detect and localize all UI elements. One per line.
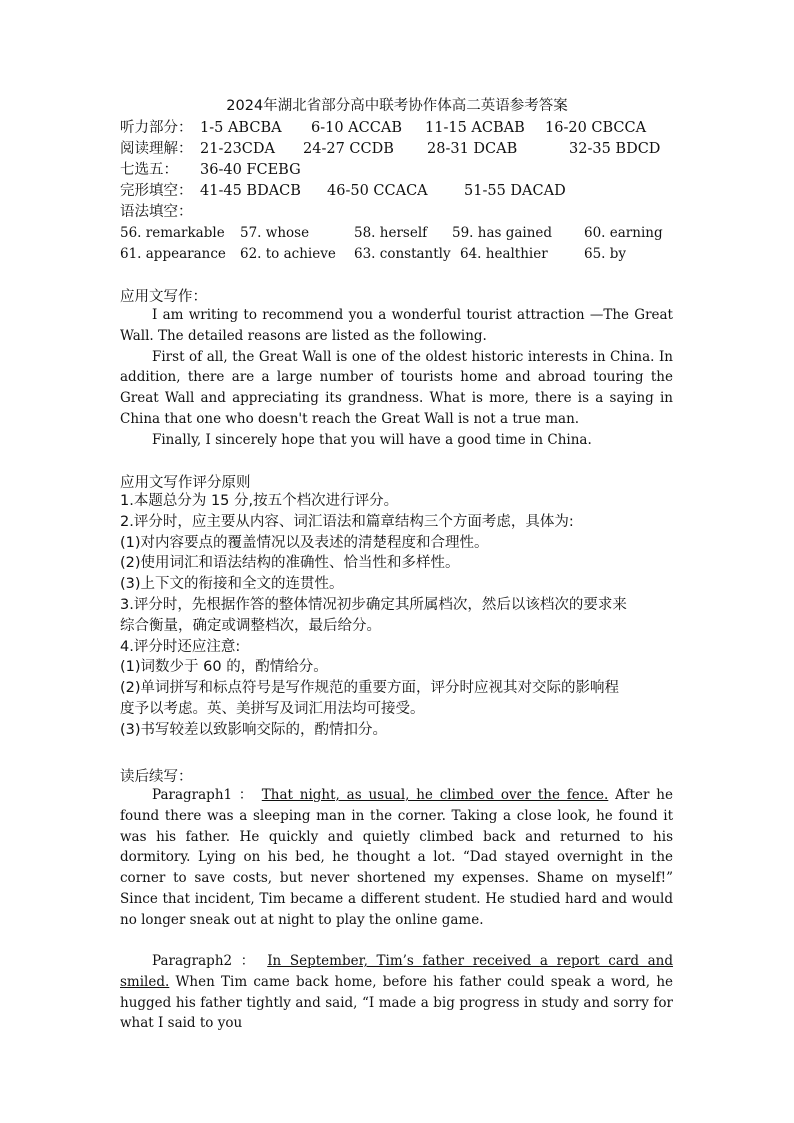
criteria-line: 4.评分时还应注意: <box>120 638 241 655</box>
grammar-answer: 65. by <box>584 246 627 262</box>
criteria-line: 综合衡量，确定或调整档次，最后给分。 <box>120 617 381 634</box>
continuation-section-label: 读后续写： <box>120 769 193 785</box>
writing-section-label: 应用文写作： <box>120 289 207 305</box>
writing-paragraph-3: Finally, I sincerely hope that you will have a good time in China. <box>152 431 592 448</box>
listening-label: 听力部分： <box>120 120 193 136</box>
listening-answers-4: 16-20 CBCCA <box>545 120 647 136</box>
paragraph-1-given-sentence: That night, as usual, he climbed over the fence. <box>261 787 609 803</box>
seven-choose-five-answers: 36-40 FCEBG <box>200 162 301 178</box>
criteria-line: 1.本题总分为 15 分,按五个档次进行评分。 <box>120 493 399 509</box>
paragraph-1-body: After he found there was a sleeping man in the corner. Taking a close look, he found it was his father. He quickly and quietly climbed back and returned to his dormitory. Lying on his bed, he thought a lot. “Dad stayed overnight in the corner to save costs, but never shortened my expenses. Shame on myself!” Since that incident, Tim became a different student. He studied hard and would no longer sneak out at night to play the online game. <box>120 787 673 928</box>
writing-paragraph-2: First of all, the Great Wall is one of the oldest historic interests in China. In addition, there are a large number of tourists home and abroad touring the Great Wall and appreciating its grandness. What is more, there is a saying in China that one who doesn't reach the Great Wall is not a true man. <box>120 348 673 427</box>
grammar-answer: 60. earning <box>584 225 663 241</box>
continuation-paragraph-2 <box>120 951 673 1034</box>
listening-answers-2: 6-10 ACCAB <box>311 120 402 136</box>
listening-answers-1: 1-5 ABCBA <box>200 120 282 136</box>
reading-answers-2: 24-27 CCDB <box>303 141 394 157</box>
criteria-line: 3.评分时，先根据作答的整体情况初步确定其所属档次，然后以该档次的要求来 <box>120 596 627 613</box>
criteria-line: (3)书写较差以致影响交际的，酌情扣分。 <box>120 721 388 738</box>
paragraph-2-lead: Paragraph2 ： <box>152 953 259 969</box>
grammar-answer: 61. appearance <box>120 246 226 262</box>
criteria-line: (3)上下文的衔接和全文的连贯性。 <box>120 576 344 593</box>
grammar-answer: 57. whose <box>240 225 310 241</box>
cloze-label: 完形填空： <box>120 183 193 199</box>
grammar-answer: 62. to achieve <box>240 246 336 262</box>
grammar-answer: 58. herself <box>354 225 428 241</box>
criteria-list <box>120 491 680 741</box>
criteria-line: (2)单词拼写和标点符号是写作规范的重要方面，评分时应视其对交际的影响程 <box>120 680 620 697</box>
seven-choose-five-label: 七选五： <box>120 162 178 178</box>
writing-paragraph-1: I am writing to recommend you a wonderful tourist attraction —The Great Wall. The detailed reasons are listed as the following. <box>120 307 673 344</box>
cloze-answers-1: 41-45 BDACB <box>200 183 301 199</box>
reading-answers-3: 28-31 DCAB <box>427 141 518 157</box>
reading-answers-1: 21-23CDA <box>200 141 275 157</box>
paragraph-2-given-sentence: In September, Tim’s father received a report card and smiled. <box>120 953 674 990</box>
cloze-answers-2: 46-50 CCACA <box>327 183 428 199</box>
reading-label: 阅读理解： <box>120 141 193 157</box>
criteria-line: (2)使用词汇和语法结构的准确性、恰当性和多样性。 <box>120 555 460 572</box>
paragraph-2-body: When Tim came back home, before his father could speak a word, he hugged his father tightly and said, “I made a big progress in study and sorry for what I said to you <box>120 973 673 1032</box>
grammar-answer: 59. has gained <box>452 225 553 241</box>
writing-sample <box>120 305 673 451</box>
grammar-answer: 63. constantly <box>354 246 451 262</box>
document-title: 2024年湖北省部分高中联考协作体高二英语参考答案 <box>226 98 568 114</box>
grammar-answer: 56. remarkable <box>120 225 225 241</box>
reading-answers-4: 32-35 BDCD <box>569 141 661 157</box>
listening-answers-3: 11-15 ACBAB <box>425 120 525 136</box>
paragraph-1-lead: Paragraph1 ： <box>152 787 255 803</box>
criteria-line: 度予以考虑。英、美拼写及词汇用法均可接受。 <box>120 700 425 717</box>
criteria-section-label: 应用文写作评分原则 <box>120 475 251 491</box>
grammar-answer: 64. healthier <box>460 246 548 262</box>
continuation-paragraph-1 <box>120 785 673 931</box>
criteria-line: (1)词数少于 60 的，酌情给分。 <box>120 659 328 676</box>
criteria-line: (1)对内容要点的覆盖情况以及表述的清楚程度和合理性。 <box>120 534 489 551</box>
cloze-answers-3: 51-55 DACAD <box>464 183 566 199</box>
criteria-line: 2.评分时，应主要从内容、词汇语法和篇章结构三个方面考虑，具体为: <box>120 513 574 530</box>
grammar-label: 语法填空： <box>120 204 193 220</box>
